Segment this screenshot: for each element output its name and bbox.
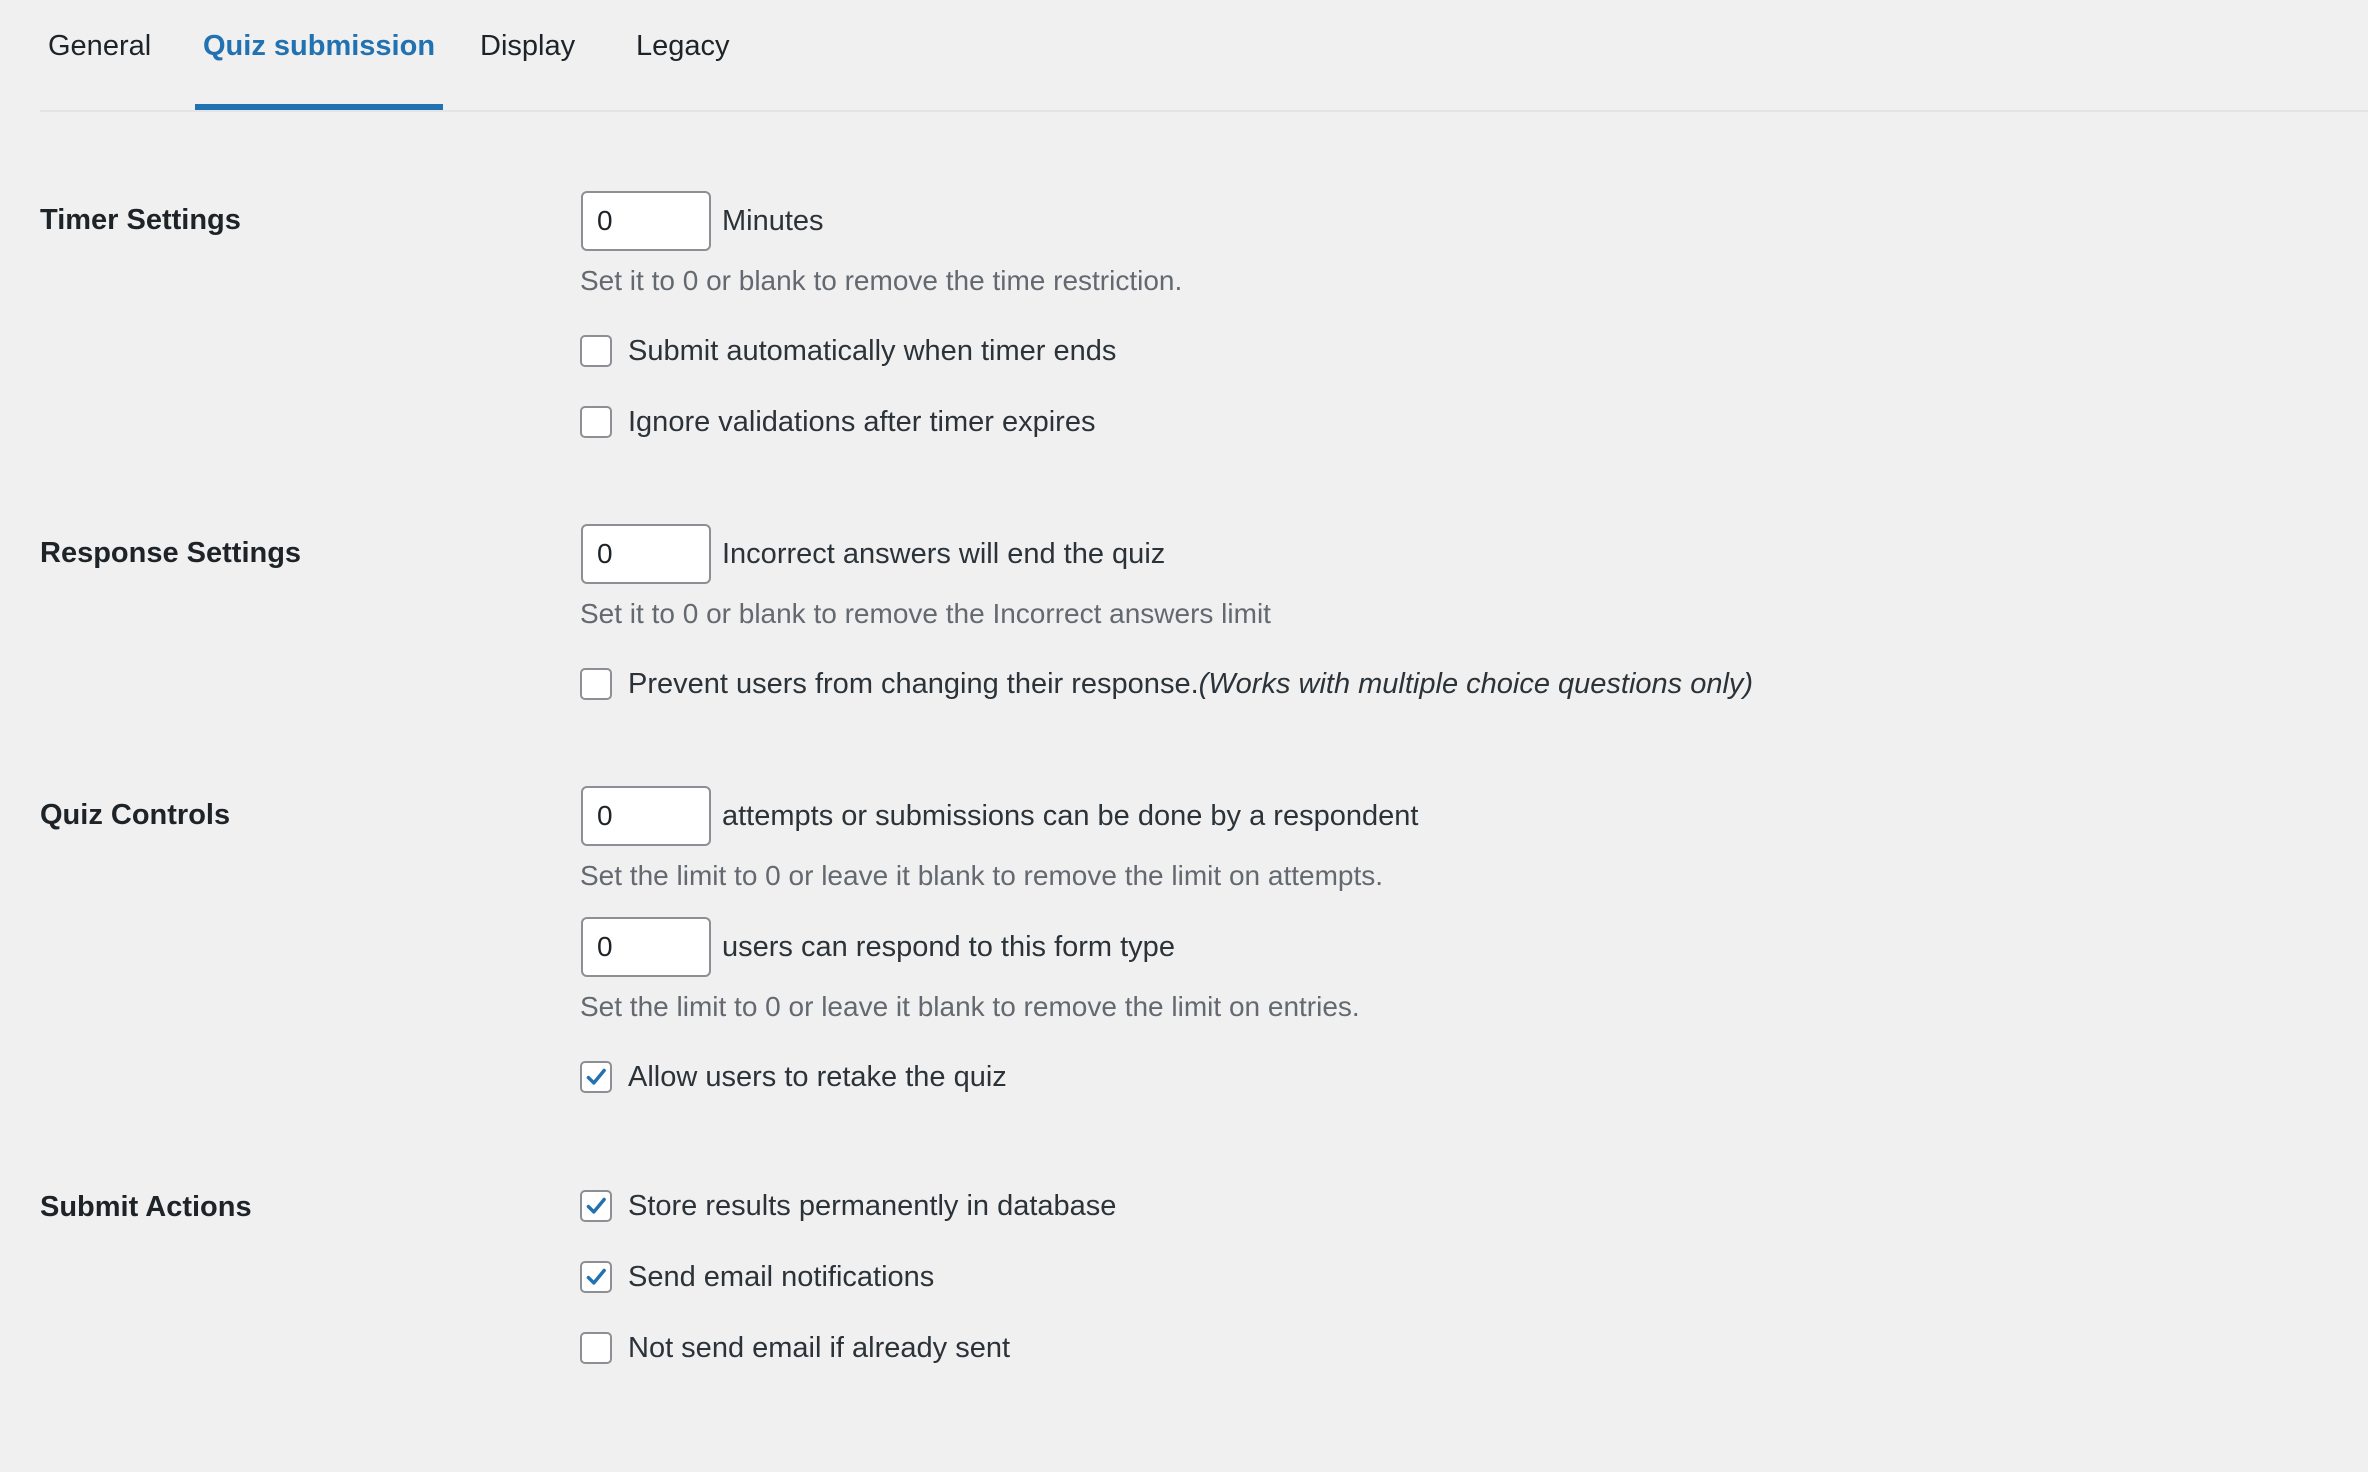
checkmark-icon (583, 1193, 609, 1219)
timer-minutes-input[interactable] (581, 191, 711, 251)
response-settings-title: Response Settings (40, 537, 302, 569)
send-email-checkbox[interactable] (580, 1261, 612, 1293)
settings-tabs (40, 0, 2368, 112)
not-send-again-checkbox[interactable] (580, 1332, 612, 1364)
prevent-change-note: (Works with multiple choice questions only) (1198, 667, 1754, 700)
ignore-validations-checkbox[interactable] (580, 406, 612, 438)
incorrect-answers-help-text: Set it to 0 or blank to remove the Incorrect answers limit (580, 598, 1271, 629)
tab-display[interactable]: Display (480, 30, 576, 62)
ignore-validations-option (580, 405, 1095, 439)
users-limit-help-text: Set the limit to 0 or leave it blank to remove the limit on entries. (580, 991, 1360, 1022)
checkmark-icon (583, 1264, 609, 1290)
submit-actions-title: Submit Actions (40, 1191, 252, 1223)
send-email-label: Send email notifications (628, 1260, 935, 1293)
timer-settings-title: Timer Settings (40, 204, 241, 236)
retake-checkbox[interactable] (580, 1061, 612, 1093)
send-email-option (580, 1260, 934, 1294)
auto-submit-label: Submit automatically when timer ends (628, 334, 1117, 367)
store-results-option (580, 1189, 1116, 1223)
prevent-change-option (580, 667, 1753, 701)
not-send-again-label: Not send email if already sent (628, 1331, 1011, 1364)
tab-legacy[interactable]: Legacy (636, 30, 730, 62)
users-limit-input[interactable] (581, 917, 711, 977)
prevent-change-label (628, 668, 1753, 701)
timer-minutes-label: Minutes (722, 205, 824, 237)
auto-submit-option (580, 334, 1116, 368)
incorrect-answers-input[interactable] (581, 524, 711, 584)
auto-submit-checkbox[interactable] (580, 335, 612, 367)
tab-quiz-submission[interactable]: Quiz submission (195, 30, 443, 110)
prevent-change-text: Prevent users from changing their response. (628, 667, 1199, 700)
ignore-validations-label: Ignore validations after timer expires (628, 405, 1096, 438)
attempts-help-text: Set the limit to 0 or leave it blank to remove the limit on attempts. (580, 860, 1384, 891)
not-send-again-option (580, 1331, 1010, 1365)
prevent-change-checkbox[interactable] (580, 668, 612, 700)
attempts-input[interactable] (581, 786, 711, 846)
quiz-controls-title: Quiz Controls (40, 799, 231, 831)
tab-general[interactable]: General (48, 30, 152, 62)
retake-option (580, 1060, 1007, 1094)
store-results-label: Store results permanently in database (628, 1189, 1117, 1222)
timer-help-text: Set it to 0 or blank to remove the time restriction. (580, 265, 1183, 296)
checkmark-icon (583, 1064, 609, 1090)
retake-label: Allow users to retake the quiz (628, 1060, 1007, 1093)
incorrect-answers-label: Incorrect answers will end the quiz (722, 538, 1166, 570)
store-results-checkbox[interactable] (580, 1190, 612, 1222)
attempts-label: attempts or submissions can be done by a respondent (722, 800, 1419, 832)
users-limit-label: users can respond to this form type (722, 931, 1175, 963)
